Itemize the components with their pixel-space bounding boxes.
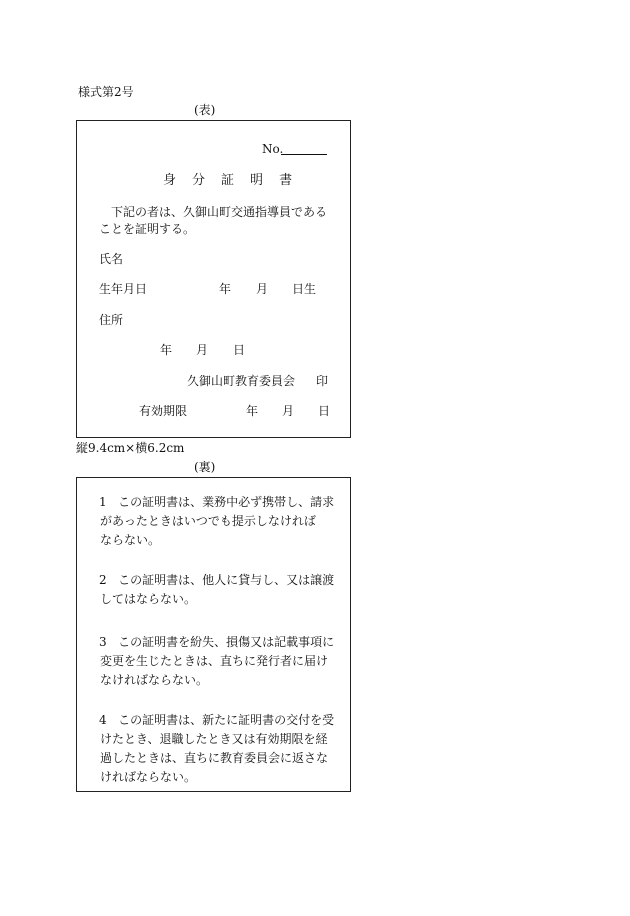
back-item-4 [99,711,349,787]
name-label: 氏名 [99,252,124,266]
item-text: 過したときは、直ちに教育委員会に返さな [100,751,329,765]
validity-day-unit: 日 [318,404,331,418]
number-label: No. [262,142,284,156]
validity-month-unit: 月 [282,404,295,418]
title-char: 身 [163,173,177,188]
validity-label: 有効期限 [139,404,188,418]
title-char: 証 [221,173,235,188]
item-text: してはならない。 [100,592,197,606]
front-card [76,120,351,438]
back-card [76,477,351,792]
title-char: 分 [192,173,206,188]
statement-line-2: ことを証明する。 [99,222,196,236]
back-caption: (裏) [194,460,216,474]
statement-line-1: 下記の者は、久御山町交通指導員である [111,205,328,219]
number-blank [281,154,327,155]
item-text: この証明書を紛失、損傷又は記載事項に [118,635,335,649]
card-size-note: 縦9.4cm×横6.2cm [76,441,185,455]
back-item-1 [99,493,349,550]
address-label: 住所 [99,313,124,327]
item-text: があったときはいつでも提示しなければ [100,514,316,528]
title-char: 書 [279,173,293,188]
item-number: 4 [99,713,107,727]
item-text: この証明書は、他人に貸与し、又は譲渡 [118,573,335,587]
item-number: 1 [99,495,107,509]
birth-year-unit: 年 [219,282,232,296]
form-number-label: 様式第2号 [78,85,134,99]
item-text: この証明書は、業務中必ず携帯し、請求 [118,495,335,509]
back-item-3 [99,633,349,690]
item-text: なければならない。 [100,673,209,687]
issue-day-unit: 日 [233,343,246,357]
item-text: けたとき、退職したとき又は有効期限を経 [100,732,328,746]
item-number: 2 [99,573,107,587]
birth-day-unit: 日生 [292,282,317,296]
issue-month-unit: 月 [196,343,209,357]
birth-month-unit: 月 [256,282,269,296]
item-number: 3 [99,635,107,649]
back-item-2 [99,571,349,609]
item-text: ければならない。 [100,770,197,784]
item-text: ならない。 [100,533,161,547]
validity-year-unit: 年 [246,404,259,418]
issuer-name: 久御山町教育委員会 [187,374,296,388]
seal-mark: 印 [316,374,329,388]
item-text: 変更を生じたときは、直ちに発行者に届け [100,654,329,668]
issue-year-unit: 年 [160,343,173,357]
item-text: この証明書は、新たに証明書の交付を受 [118,713,335,727]
birthdate-label: 生年月日 [99,282,148,296]
front-caption: (表) [194,103,216,117]
card-title [163,174,292,187]
title-char: 明 [250,173,264,188]
